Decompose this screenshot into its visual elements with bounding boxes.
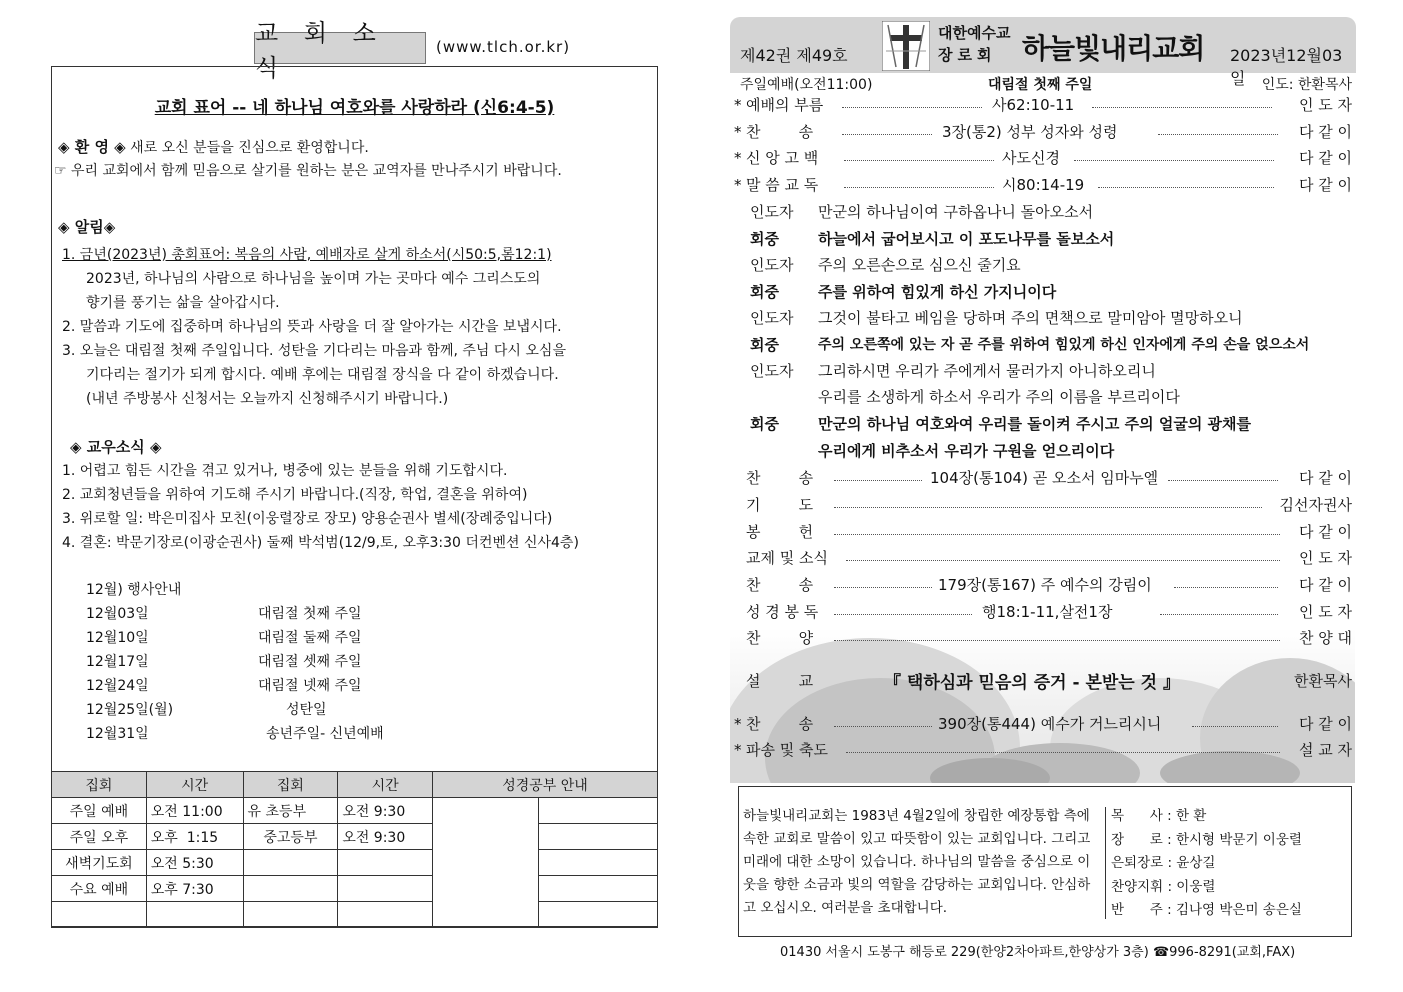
- church-info-box: [738, 786, 1352, 937]
- event-row: 12월25일(월) 성탄일: [86, 702, 327, 718]
- church-motto: 교회 표어 -- 네 하나님 여호와를 사랑하라 (신6:4-5): [154, 98, 555, 118]
- table-cell: [243, 876, 338, 902]
- member-news-1: 1. 어렵고 힘든 시간을 겪고 있거나, 병중에 있는 분들을 위해 기도합시다.: [62, 463, 508, 479]
- table-cell: [538, 876, 657, 902]
- worship-order-row: 찬 송 104장(통104) 곧 오소서 임마누엘 다 같 이: [746, 469, 1352, 487]
- sermon-preacher: 한환목사: [1294, 672, 1352, 690]
- notice-item-3-cont2: (내년 주방봉사 신청서는 오늘까지 신청해주시기 바랍니다.): [86, 391, 449, 407]
- church-news-box: [51, 66, 658, 927]
- table-cell: 중고등부: [243, 824, 338, 850]
- worship-order-row: 찬 양 찬 양 대: [746, 629, 1352, 647]
- table-cell: 주일 예배: [52, 798, 147, 824]
- church-logo-icon: [882, 21, 930, 71]
- church-introduction: 하늘빛내리교회는 1983년 4월2일에 창립한 예장통합 측에 속한 교회로 말씀이 있고 따뜻함이 있는 교회입니다. 그리고 미래에 대한 소망이 있습니다. 하나님의 말씀을 중심으로 이웃을 향한 소금과 빛의 역할을 감당하는 교회입니다. 안심하고 오십시오. 여러분을 초대합니다.: [743, 808, 1091, 916]
- worship-order-row: 찬 송 179장(통167) 주 예수의 강림이 다 같 이: [746, 576, 1352, 594]
- welcome-heading: ◈ 환 영 ◈: [58, 138, 126, 156]
- table-cell: [538, 850, 657, 876]
- notice-item-3: 3. 오늘은 대림절 첫째 주일입니다. 성탄을 기다리는 마음과 함께, 주님 다시 오심을: [62, 343, 566, 359]
- member-news-4: 4. 결혼: 박문기장로(이광순권사) 둘째 박석범(12/9,토, 오후3:30 더컨벤션 신사4층): [62, 535, 579, 551]
- church-address: 01430 서울시 도봉구 해등로 229(한양2차아파트,한양상가 3층) ☎996-8291(교회,FAX): [780, 945, 1296, 960]
- staff-line: 은퇴장로 : 윤상길: [1111, 855, 1216, 871]
- table-cell: 유 초등부: [243, 798, 338, 824]
- table-cell: 오후 1:15: [146, 824, 243, 850]
- column-header: 집회: [243, 772, 338, 798]
- denomination-line-1: 대한예수교: [938, 24, 1011, 42]
- event-row: 12월24일 대림절 넷째 주일: [86, 678, 362, 694]
- worship-order-row: * 찬 송 390장(통444) 예수가 거느리시니 다 같 이: [734, 715, 1352, 733]
- table-cell: [538, 798, 657, 824]
- table-cell: 오후 7:30: [146, 876, 243, 902]
- page-title: 교 회 소 식: [254, 32, 426, 64]
- table-header-row: [52, 772, 658, 798]
- column-header: 성경공부 안내: [433, 772, 658, 798]
- bible-study-cell: [433, 798, 539, 928]
- notice-item-2: 2. 말씀과 기도에 집중하며 하나님의 뜻과 사랑을 더 잘 알아가는 시간을 보냅시다.: [62, 319, 562, 335]
- table-cell: [338, 850, 433, 876]
- sermon-title: 『 택하심과 믿음의 증거 - 본받는 것 』: [884, 673, 1180, 693]
- staff-line: 장 로 : 한시형 박문기 이웅렬: [1111, 831, 1302, 848]
- worship-order-row: * 신 앙 고 백 사도신경 다 같 이: [734, 149, 1352, 167]
- table-row: [52, 850, 658, 876]
- table-cell: [243, 850, 338, 876]
- service-schedule-table: [51, 771, 658, 928]
- worship-order-row: 성 경 봉 독 행18:1-11,살전1장 인 도 자: [746, 603, 1352, 621]
- table-row: [52, 798, 658, 824]
- service-name: 대림절 첫째 주일: [988, 77, 1093, 93]
- table-row: [52, 824, 658, 850]
- table-cell: 오전 5:30: [146, 850, 243, 876]
- service-time: 주일예배(오전11:00): [740, 77, 873, 93]
- table-cell: [243, 902, 338, 928]
- table-cell: [538, 824, 657, 850]
- table-cell: 수요 예배: [52, 876, 147, 902]
- table-cell: 주일 오후: [52, 824, 147, 850]
- table-cell: [52, 902, 147, 928]
- member-news-2: 2. 교회청년들을 위하여 기도해 주시기 바랍니다.(직장, 학업, 결혼을 위하여): [62, 487, 528, 503]
- staff-list: [1111, 805, 1302, 923]
- table-row: [52, 876, 658, 902]
- notice-item-1: 1. 금년(2023년) 총회표어: 복음의 사람, 예배자로 살게 하소서(시50:5,롬12:1): [62, 247, 552, 263]
- table-cell: 오전 9:30: [338, 798, 433, 824]
- event-row: 12월31일 송년주일- 신년예배: [86, 726, 384, 742]
- worship-order-row: * 파송 및 축도 설 교 자: [734, 741, 1352, 759]
- welcome-line: [58, 137, 369, 158]
- table-cell: [146, 902, 243, 928]
- worship-order-row: 교제 및 소식 인 도 자: [746, 549, 1352, 567]
- worship-order-row: * 말 씀 교 독 시80:14-19 다 같 이: [734, 176, 1352, 194]
- sermon-label: 설 교: [746, 672, 814, 690]
- table-row: [52, 902, 658, 928]
- member-news-3: 3. 위로할 일: 박은미집사 모친(이웅렬장로 장모) 양용순권사 별세(장례중입니다): [62, 511, 553, 527]
- staff-line: 반 주 : 김나영 박은미 송은실: [1111, 902, 1302, 918]
- service-leader: 인도: 한환목사: [1261, 77, 1352, 93]
- column-header: 집회: [52, 772, 147, 798]
- column-header: 시간: [338, 772, 433, 798]
- staff-line: 목 사 : 한 환: [1111, 808, 1207, 824]
- website-url[interactable]: (www.tlch.or.kr): [436, 38, 571, 56]
- staff-line: 찬양지휘 : 이웅렬: [1111, 878, 1216, 895]
- notice-item-3-cont: 기다리는 절기가 되게 합시다. 예배 후에는 대림절 장식을 다 같이 하겠습니다.: [86, 367, 559, 383]
- volume-number: 제42권 제49호: [740, 46, 848, 65]
- event-row: 12월10일 대림절 둘째 주일: [86, 630, 362, 646]
- table-cell: [338, 876, 433, 902]
- bulletin-date: 2023년12월03일: [1230, 46, 1343, 88]
- table-cell: 오전 9:30: [338, 824, 433, 850]
- church-name: 하늘빛내리교회: [1022, 32, 1205, 65]
- event-row: 12월03일 대림절 첫째 주일: [86, 606, 362, 622]
- event-row: 12월17일 대림절 셋째 주일: [86, 654, 362, 670]
- welcome-text: 새로 오신 분들을 진심으로 환영합니다.: [130, 140, 369, 156]
- denomination-line-2: 장로회: [938, 46, 997, 64]
- notice-item-1-cont2: 향기를 풍기는 삶을 살아갑시다.: [86, 295, 280, 311]
- worship-order-row: * 찬 송 3장(통2) 성부 성자와 성령 다 같 이: [734, 123, 1352, 141]
- welcome-note: ☞ 우리 교회에서 함께 믿음으로 살기를 원하는 분은 교역자를 만나주시기 바랍니다.: [54, 163, 562, 179]
- notice-heading: ◈ 알림◈: [58, 218, 116, 236]
- notice-item-1-cont: 2023년, 하나님의 사람으로 하나님을 높이며 가는 곳마다 예수 그리스도의: [86, 271, 541, 287]
- column-header: 시간: [146, 772, 243, 798]
- table-cell: 새벽기도회: [52, 850, 147, 876]
- worship-order-row: 기 도 김선자권사: [746, 496, 1352, 514]
- worship-order-row: 봉 헌 다 같 이: [746, 523, 1352, 541]
- table-cell: 오전 11:00: [146, 798, 243, 824]
- member-news-heading: ◈ 교우소식 ◈: [70, 438, 162, 456]
- events-heading: 12월) 행사안내: [86, 582, 182, 598]
- worship-order-row: * 예배의 부름 사62:10-11 인 도 자: [734, 96, 1352, 114]
- service-heading: [740, 74, 1352, 92]
- table-cell: [538, 902, 657, 928]
- info-divider: [1105, 807, 1106, 919]
- table-cell: [338, 902, 433, 928]
